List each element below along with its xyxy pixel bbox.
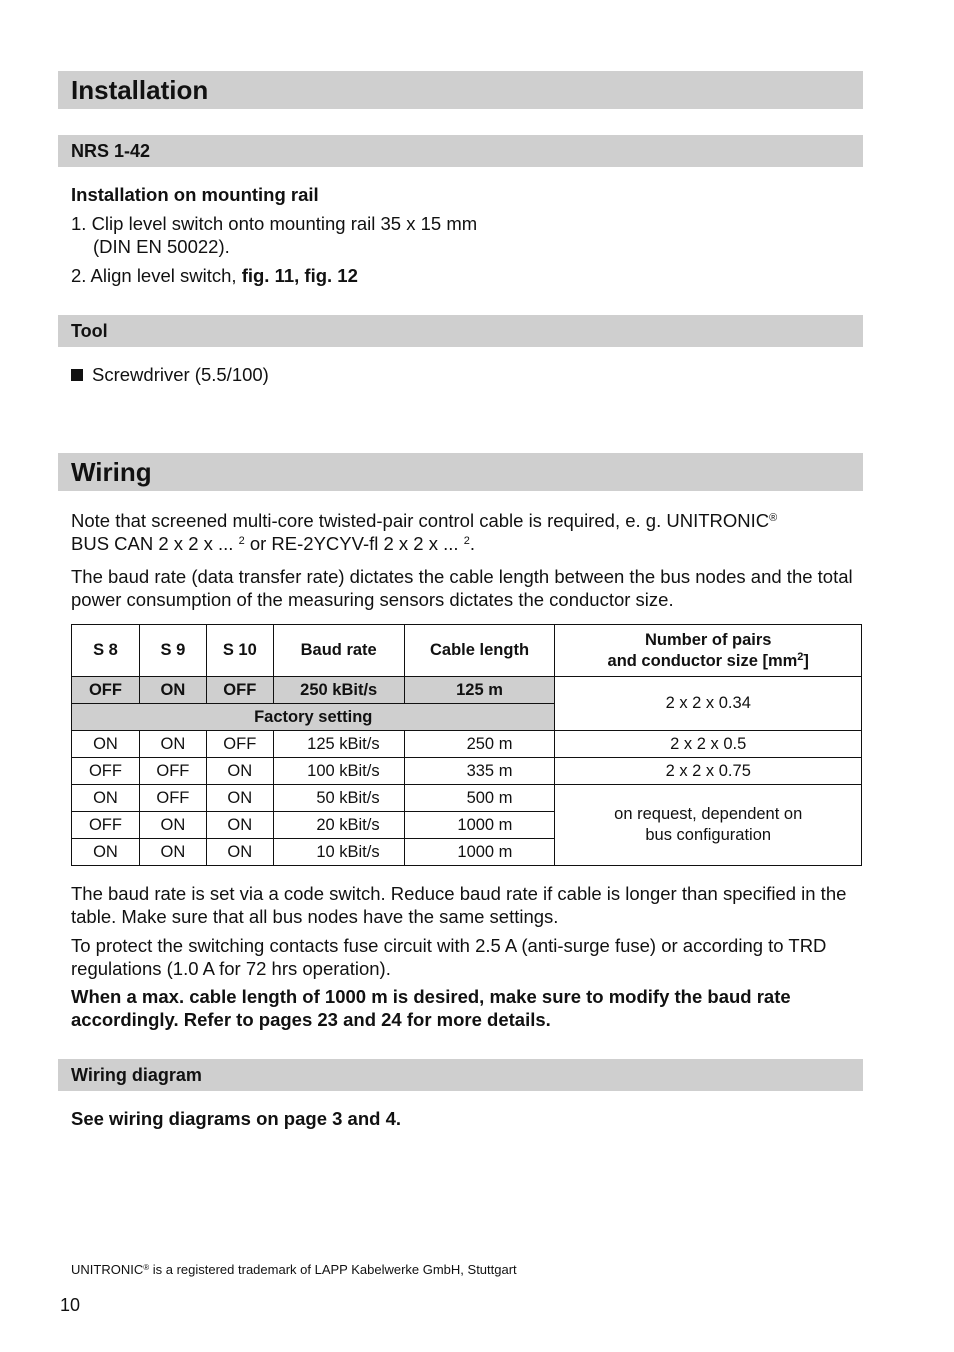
trademark-footnote bbox=[71, 1262, 517, 1277]
header-pairs-sup: 2 bbox=[797, 650, 804, 663]
table-row bbox=[72, 758, 862, 785]
wiring-diagram-heading: Wiring diagram bbox=[58, 1059, 863, 1091]
trademark-brand: UNITRONIC bbox=[71, 1262, 144, 1277]
cell-baud: 250 kBit/s bbox=[273, 677, 404, 704]
cell-s9: ON bbox=[139, 812, 206, 839]
rail-title: Installation on mounting rail bbox=[71, 184, 319, 205]
cell-s10: ON bbox=[206, 812, 273, 839]
header-pairs-line-2: and conductor size [mm bbox=[607, 651, 798, 670]
cell-s8: ON bbox=[72, 731, 140, 758]
cell-cable: 500 m bbox=[404, 785, 555, 812]
table-row bbox=[72, 731, 862, 758]
cell-s9: ON bbox=[139, 677, 206, 704]
cell-s9: OFF bbox=[139, 758, 206, 785]
cell-s10: OFF bbox=[206, 677, 273, 704]
wiring-note-end: . bbox=[469, 533, 475, 554]
cell-cable: 250 m bbox=[404, 731, 555, 758]
warning-paragraph: When a max. cable length of 1000 m is desired, make sure to modify the baud rate accordingly. Refer to pages 23 and 24 for more details. bbox=[71, 986, 791, 1030]
step-1 bbox=[71, 212, 477, 258]
cell-s10: ON bbox=[206, 758, 273, 785]
step-2 bbox=[71, 264, 358, 287]
fuse-paragraph: To protect the switching contacts fuse circuit with 2.5 A (anti-surge fuse) or according to TRD regulations (1.0 A for 72 hrs operation). bbox=[71, 935, 827, 979]
header-pairs-close: ] bbox=[803, 651, 809, 670]
cell-cable: 1000 m bbox=[404, 812, 555, 839]
code-switch-paragraph: The baud rate is set via a code switch. Reduce baud rate if cable is longer than specified in the table. Make sure that all bus nodes have the same settings. bbox=[71, 883, 847, 927]
wiring-note-text: Note that screened multi-core twisted-pair control cable is required, e. g. UNITRONIC bbox=[71, 510, 770, 531]
header-s10: S 10 bbox=[206, 625, 273, 677]
square-bullet-icon bbox=[71, 369, 83, 381]
header-pairs-line-1: Number of pairs bbox=[644, 630, 772, 649]
step-2-text: 2. Align level switch, bbox=[71, 265, 242, 286]
footnote-ref: 2 bbox=[238, 535, 245, 547]
cell-cable: 335 m bbox=[404, 758, 555, 785]
header-baud-rate: Baud rate bbox=[273, 625, 404, 677]
tool-item bbox=[71, 363, 269, 386]
factory-setting-label: Factory setting bbox=[72, 704, 555, 731]
cell-baud: 10 kBit/s bbox=[273, 839, 404, 866]
header-cable-length: Cable length bbox=[404, 625, 555, 677]
cell-s8: OFF bbox=[72, 812, 140, 839]
cell-cable: 1000 m bbox=[404, 839, 555, 866]
cell-s10: ON bbox=[206, 839, 273, 866]
wiring-note bbox=[71, 509, 861, 555]
wiring-heading: Wiring bbox=[58, 453, 863, 491]
cell-baud: 125 kBit/s bbox=[273, 731, 404, 758]
baud-paragraph: The baud rate (data transfer rate) dictates the cable length between the bus nodes and the total power consumption of the measuring sensors dictates the conductor size. bbox=[71, 566, 853, 610]
registered-mark: ® bbox=[769, 512, 778, 524]
step-1-line-2: (DIN EN 50022). bbox=[93, 236, 230, 257]
cell-baud: 50 kBit/s bbox=[273, 785, 404, 812]
cell-pairs-on-request bbox=[555, 785, 862, 866]
wiring-diagram-text: See wiring diagrams on page 3 and 4. bbox=[71, 1108, 402, 1129]
cell-pairs: 2 x 2 x 0.75 bbox=[555, 758, 862, 785]
header-s8: S 8 bbox=[72, 625, 140, 677]
nrs-subheading: NRS 1-42 bbox=[58, 135, 863, 167]
cell-baud: 20 kBit/s bbox=[273, 812, 404, 839]
step-1-line-1: 1. Clip level switch onto mounting rail 35 x 15 mm bbox=[71, 213, 478, 234]
tool-heading: Tool bbox=[58, 315, 863, 347]
cell-s8: ON bbox=[72, 785, 140, 812]
baud-rate-table bbox=[71, 624, 862, 866]
registered-mark: ® bbox=[143, 1263, 150, 1272]
cell-s10: ON bbox=[206, 785, 273, 812]
cell-s10: OFF bbox=[206, 731, 273, 758]
on-request-line-1: on request, dependent on bbox=[614, 805, 803, 823]
header-s9: S 9 bbox=[139, 625, 206, 677]
page-number: 10 bbox=[60, 1295, 81, 1315]
table-row bbox=[72, 785, 862, 812]
on-request-line-2: bus configuration bbox=[645, 826, 772, 844]
cell-pairs: 2 x 2 x 0.5 bbox=[555, 731, 862, 758]
cell-cable: 125 m bbox=[404, 677, 555, 704]
cell-s8: OFF bbox=[72, 758, 140, 785]
wiring-note-cable-2: or RE-2YCYV-fl 2 x 2 x ... bbox=[244, 533, 464, 554]
step-2-figure-ref: fig. 11, fig. 12 bbox=[241, 265, 358, 286]
installation-heading: Installation bbox=[58, 71, 863, 109]
cell-s8: OFF bbox=[72, 677, 140, 704]
cell-s9: OFF bbox=[139, 785, 206, 812]
cell-s8: ON bbox=[72, 839, 140, 866]
cell-s9: ON bbox=[139, 731, 206, 758]
footnote-ref: 2 bbox=[463, 535, 470, 547]
cell-s9: ON bbox=[139, 839, 206, 866]
trademark-text: is a registered trademark of LAPP Kabelwerke GmbH, Stuttgart bbox=[149, 1262, 517, 1277]
factory-row bbox=[72, 677, 862, 704]
cell-pairs: 2 x 2 x 0.34 bbox=[555, 677, 862, 731]
wiring-note-cable-1: BUS CAN 2 x 2 x ... bbox=[71, 533, 239, 554]
header-pairs bbox=[555, 625, 862, 677]
tool-item-text: Screwdriver (5.5/100) bbox=[92, 364, 269, 385]
table-header-row bbox=[72, 625, 862, 677]
cell-baud: 100 kBit/s bbox=[273, 758, 404, 785]
